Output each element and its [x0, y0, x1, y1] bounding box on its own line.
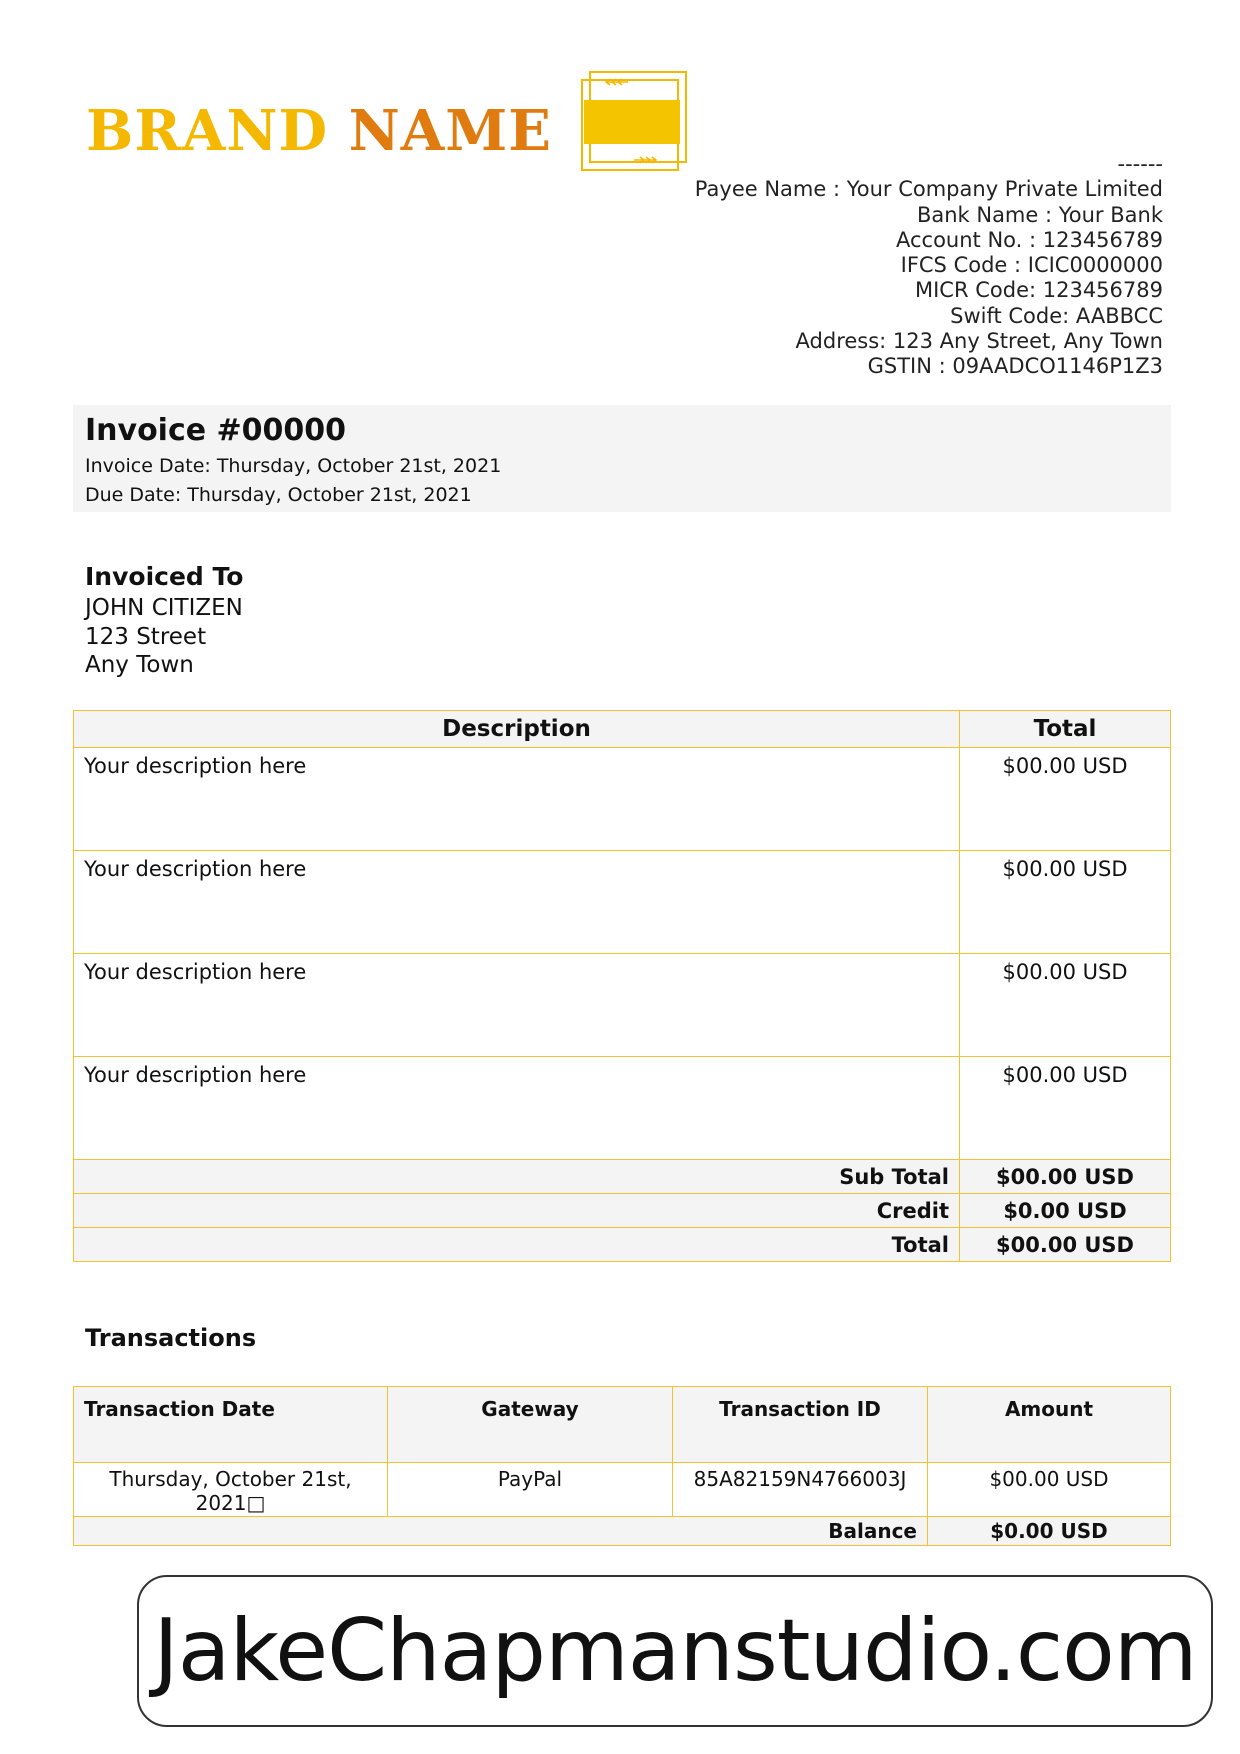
table-header-row	[74, 1387, 1171, 1463]
item-total: $00.00 USD	[960, 851, 1171, 954]
column-header-description: Description	[74, 711, 960, 748]
bank-address: Address: 123 Any Street, Any Town	[795, 329, 1163, 354]
column-header-total: Total	[960, 711, 1171, 748]
balance-label: Balance	[74, 1517, 928, 1546]
brand-word-2: NAME	[348, 98, 552, 164]
bank-details	[695, 152, 1163, 380]
transaction-id: 85A82159N4766003J	[673, 1463, 928, 1517]
credit-label: Credit	[74, 1194, 960, 1228]
balance-value: $0.00 USD	[928, 1517, 1171, 1546]
column-header-transaction-id: Transaction ID	[673, 1387, 928, 1463]
swift-code: Swift Code: AABBCC	[950, 303, 1163, 328]
invoice-title: Invoice #00000	[85, 413, 347, 448]
watermark: JakeChapmanstudio.com	[137, 1575, 1213, 1727]
brand-logo-icon	[580, 70, 690, 174]
brand-word-1: BRAND	[86, 98, 329, 164]
item-total: $00.00 USD	[960, 1057, 1171, 1160]
table-row	[74, 748, 1171, 851]
table-row	[74, 954, 1171, 1057]
account-number: Account No. : 123456789	[895, 227, 1163, 252]
item-description: Your description here	[74, 954, 960, 1057]
client-town: Any Town	[85, 652, 194, 678]
total-label: Total	[74, 1228, 960, 1262]
item-description: Your description here	[74, 851, 960, 954]
total-value: $00.00 USD	[960, 1228, 1171, 1262]
column-header-amount: Amount	[928, 1387, 1171, 1463]
transaction-date-line-1: Thursday, October 21st,	[109, 1467, 352, 1491]
client-name: JOHN CITIZEN	[85, 595, 243, 621]
micr-code: MICR Code: 123456789	[914, 278, 1163, 303]
transaction-gateway: PayPal	[388, 1463, 673, 1517]
invoiced-to-address	[85, 594, 243, 680]
item-total: $00.00 USD	[960, 748, 1171, 851]
transactions-table	[73, 1386, 1171, 1546]
table-row	[74, 1057, 1171, 1160]
bank-name: Bank Name : Your Bank	[916, 202, 1163, 227]
item-description: Your description here	[74, 748, 960, 851]
due-date: Due Date: Thursday, October 21st, 2021	[85, 484, 472, 506]
client-street: 123 Street	[85, 623, 207, 650]
credit-row	[74, 1194, 1171, 1228]
transaction-amount: $00.00 USD	[928, 1463, 1171, 1517]
invoice-date: Invoice Date: Thursday, October 21st, 2021	[85, 455, 502, 477]
credit-value: $0.00 USD	[960, 1194, 1171, 1228]
invoiced-to-heading: Invoiced To	[85, 562, 244, 591]
gstin: GSTIN : 09AADCO1146P1Z3	[867, 354, 1163, 379]
subtotal-label: Sub Total	[74, 1160, 960, 1194]
item-description: Your description here	[74, 1057, 960, 1160]
payee-name: Payee Name : Your Company Private Limited	[694, 177, 1163, 202]
ifcs-code: IFCS Code : ICIC0000000	[900, 253, 1163, 278]
subtotal-value: $00.00 USD	[960, 1160, 1171, 1194]
table-row	[74, 1463, 1171, 1517]
bank-separator: ------	[1117, 152, 1163, 176]
table-header-row	[74, 711, 1171, 748]
table-row	[74, 851, 1171, 954]
transactions-heading: Transactions	[85, 1324, 257, 1352]
total-row	[74, 1228, 1171, 1262]
brand-logo-text	[86, 96, 552, 166]
transaction-date	[74, 1463, 388, 1517]
column-header-transaction-date: Transaction Date	[74, 1387, 388, 1463]
transaction-date-line-2: 2021□	[195, 1491, 266, 1515]
invoice-header	[73, 405, 1171, 512]
column-header-gateway: Gateway	[388, 1387, 673, 1463]
line-items-table	[73, 710, 1171, 1262]
balance-row	[74, 1517, 1171, 1546]
subtotal-row	[74, 1160, 1171, 1194]
item-total: $00.00 USD	[960, 954, 1171, 1057]
